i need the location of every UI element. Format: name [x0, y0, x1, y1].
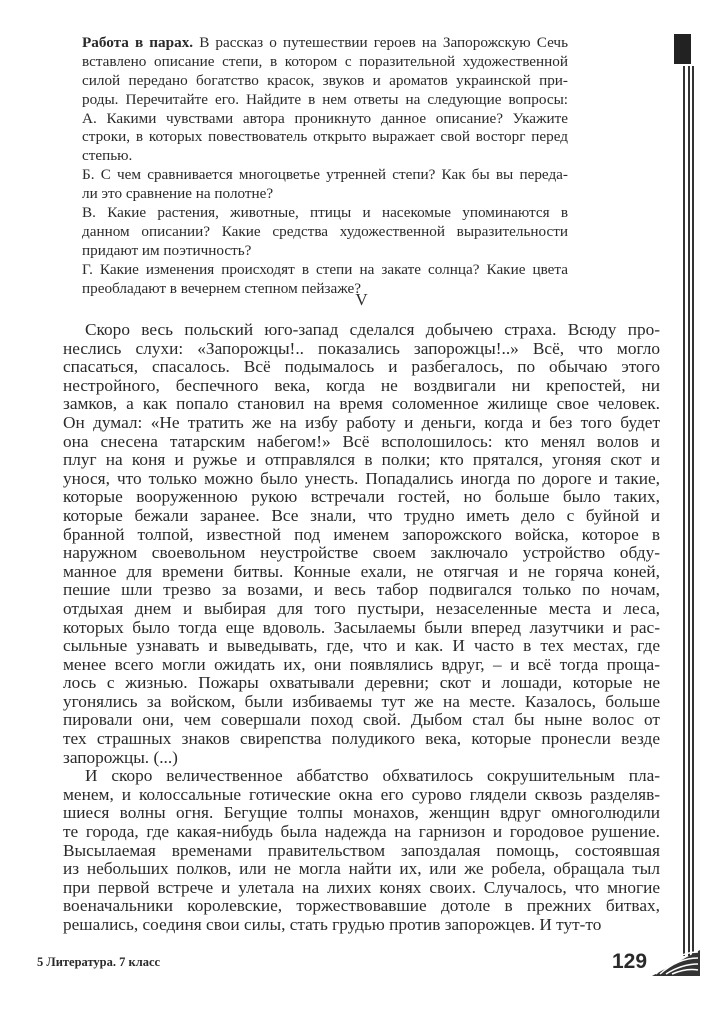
- text-line: неслись слухи: «Запорожцы!.. показались запорожцы!..» Всё, что могло: [63, 339, 660, 358]
- margin-rule: [688, 66, 690, 956]
- book-title-footer: 5 Литература. 7 класс: [37, 955, 161, 969]
- page-number: 129: [612, 950, 648, 973]
- text-line: Скоро весь польский юго-запад сделался добычею страха. Всюду про-: [85, 321, 660, 339]
- text-line: спасаться, спасалось. Всё подымалось и разбегалось, по обычаю этого: [63, 358, 660, 377]
- assignment-text: В рассказ о путешествии героев на Запорожскую Сечь: [193, 34, 568, 51]
- text-line: тех страшных знаков свирепства полудикого века, которые пронесли везде: [63, 730, 660, 749]
- text-line: Он думал: «Не тратить же на избу работу и деньги, когда и без того будет: [63, 413, 660, 432]
- margin-rule: [683, 66, 685, 956]
- text-line: плуг на коня и ружье и отправлялся в полки; кто прятался, угоняя скот и: [63, 451, 660, 470]
- corner-ornament-icon: [674, 34, 691, 64]
- text-line: те города, где какая-нибудь была надежда на гарнизон и городовое рушение.: [63, 823, 660, 842]
- assignment-lead: Работа в парах.: [82, 34, 194, 51]
- assignment-line: роды. Перечитайте его. Найдите в нем ответы на следующие вопросы:: [82, 90, 568, 108]
- text-line: нестройного, беспечного века, когда не воздвигали ни крепостей, ни: [63, 376, 660, 395]
- assignment-line: силой передано богатство красок, звуков и ароматов украинской при-: [82, 71, 568, 89]
- text-line: отдыхая днем и выбирая для того пустыри, незаселенные места и леса,: [63, 599, 660, 618]
- text-line: сыльные узнавать и выведывать, где, что и как. И часто в тех местах, где: [63, 637, 660, 656]
- question-b: Б. С чем сравнивается многоцветье утренней степи? Как бы вы переда-: [82, 166, 568, 184]
- assignment-line: данном описании? Какие средства художественной выразительности: [82, 222, 568, 240]
- text-line: лось с жизнью. Пожары охватывали деревни; скот и лошади, которые не: [63, 674, 660, 693]
- text-line: менее всего могли ожидать их, они появлялись вдруг, – и всё тогда проща-: [63, 655, 660, 674]
- question-a: А. Какими чувствами автора проникнуто данное описание? Укажите: [82, 109, 568, 127]
- text-line: которых было тогда еще вдоволь. Засылаемы были вперед лазутчики и рас-: [63, 618, 660, 637]
- margin-rule: [692, 66, 694, 956]
- assignment-line: строки, в которых повествователь открыто выражает свой восторг перед: [82, 128, 568, 146]
- text-line: наружном своевольном неустройстве своем заключало устройство обду-: [63, 544, 660, 563]
- corner-ornament-bottom-icon: [650, 948, 702, 978]
- assignment-line: вставлено описание степи, в котором с поразительной художественной: [82, 52, 568, 70]
- assignment-line: ли это сравнение на полотне?: [82, 185, 274, 203]
- text-line: Высылаемая временами правительством запоздалая помощь, состоявшая: [63, 841, 660, 860]
- text-line: военачальники королевские, торжествовавшие дотоле в прежних битвах,: [63, 897, 660, 916]
- assignment-line: степью.: [82, 147, 133, 165]
- assignment-block: [82, 34, 568, 298]
- text-line: решались, соединя свои силы, стать грудью против запорожцев. И тут-то: [63, 916, 602, 934]
- text-line: которые вооруженною рукою встречали гостей, но больше было таких,: [63, 488, 660, 507]
- assignment-line: придают им поэтичность?: [82, 241, 252, 259]
- text-line: запорожцы. (...): [63, 748, 178, 767]
- text-line: замков, а как попало становил на время соломенное жилище свое человек.: [63, 395, 660, 414]
- text-line: пировали они, чем совершали поход свой. Дыбом стал бы ныне волос от: [63, 711, 660, 730]
- text-line: она снесена татарским набегом!» Всё всполошилось: кто менял волов и: [63, 432, 660, 451]
- assignment-line: [82, 34, 568, 53]
- question-g: Г. Какие изменения происходят в степи на закате солнца? Какие цвета: [82, 260, 568, 278]
- text-line: манное для времени битвы. Конные ехали, не отягчая и не горяча коней,: [63, 562, 660, 581]
- text-line: шиеся волны огня. Бегущие толпы монахов, женщин вдруг омноголюдили: [63, 804, 660, 823]
- text-line: пешие шли трезво за возами, и весь табор подвигался только по ночам,: [63, 581, 660, 600]
- text-line: унося, что только можно было унесть. Попадались иногда по дороге и такие,: [63, 469, 660, 488]
- text-line: бранной толпой, известной под именем запорожского войска, которое в: [63, 525, 660, 544]
- question-v: В. Какие растения, животные, птицы и насекомые упоминаются в: [82, 204, 568, 222]
- text-line: менем, и колоссальные готические окна его сурово глядели сквозь разделяв-: [63, 785, 660, 804]
- text-line: которые бежали заранее. Все знали, что трудно иметь дело с буйной и: [63, 506, 660, 525]
- text-line: при первой встрече и улетала на лихих конях своих. Случалось, что многие: [63, 878, 660, 897]
- story-text: [63, 321, 660, 935]
- text-line: И скоро величественное аббатство обхватилось сокрушительным пла-: [85, 767, 660, 786]
- assignment-line: преобладают в вечернем степном пейзаже?: [82, 279, 362, 297]
- section-heading: V: [355, 290, 368, 309]
- text-line: угонялись за войском, были избиваемы тут же на месте. Казалось, больше: [63, 692, 660, 711]
- text-line: из небольших полков, или не могла найти их, или же робела, обращала тыл: [63, 860, 660, 879]
